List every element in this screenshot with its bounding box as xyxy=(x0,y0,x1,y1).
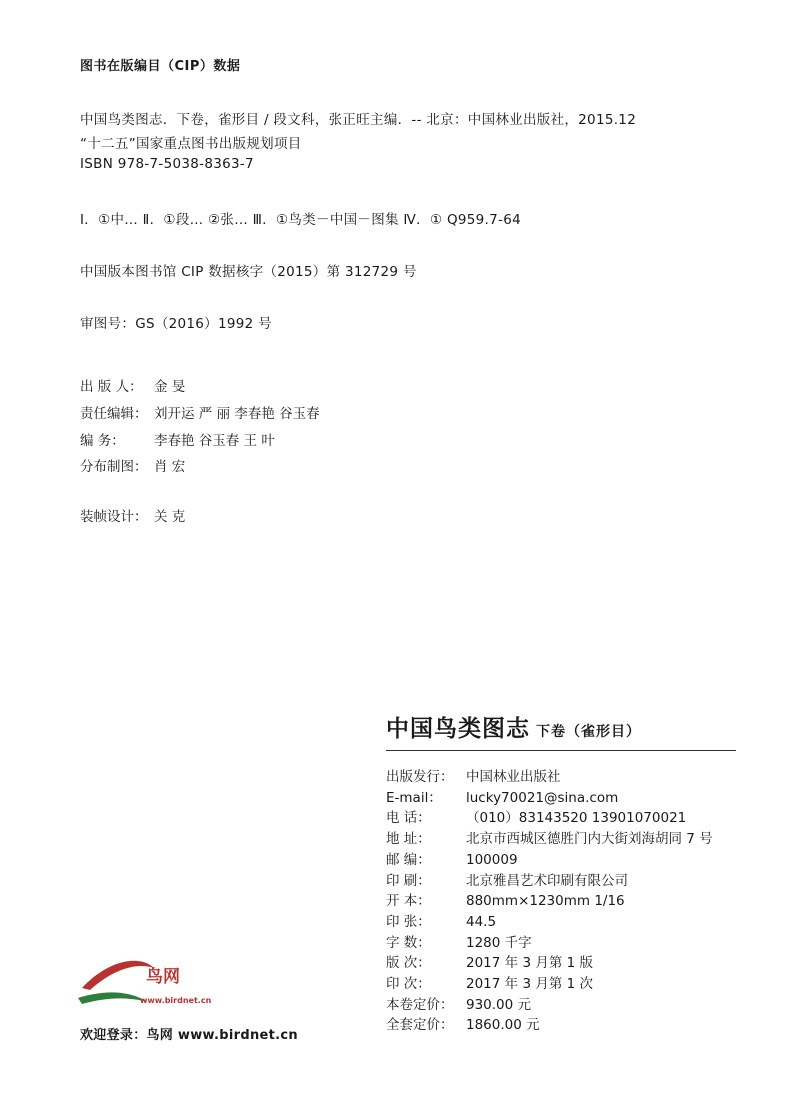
info-row xyxy=(386,827,713,847)
info-value: 2017 年 3 月第 1 次 xyxy=(466,976,593,992)
info-value: 100009 xyxy=(466,851,518,868)
info-key: 印 次： xyxy=(386,976,431,992)
logo-url: www.birdnet.cn xyxy=(140,996,212,1005)
info-value: 北京市西城区德胜门内大街刘海胡同 7 号 xyxy=(466,831,713,848)
info-key: 邮 编： xyxy=(386,851,431,868)
staff-publisher xyxy=(80,375,185,395)
info-key: 版 次： xyxy=(386,955,431,972)
staff-mapping xyxy=(80,455,185,475)
staff-value: 肖 宏 xyxy=(154,459,186,475)
info-key: 开 本： xyxy=(386,893,431,910)
info-row xyxy=(386,765,561,785)
logo-green-swoosh xyxy=(78,992,148,1004)
staff-affairs xyxy=(80,429,275,449)
cip-classification: Ⅰ．①中… Ⅱ．①段… ②张… Ⅲ．①鸟类－中国－图集 Ⅳ．① Q959.7-64 xyxy=(80,212,521,228)
logo-name: 鸟网 xyxy=(146,967,180,987)
info-value: 930.00 元 xyxy=(466,996,532,1013)
staff-key: 责任编辑： xyxy=(80,406,148,422)
book-title-main: 中国鸟类图志 xyxy=(386,716,530,742)
info-value: 880mm×1230mm 1/16 xyxy=(466,893,625,910)
info-key: 本卷定价： xyxy=(386,996,454,1013)
cip-bibliographic-line: 中国鸟类图志．下卷，雀形目 / 段文科，张正旺主编．-- 北京：中国林业出版社，2015.12 xyxy=(80,112,637,128)
info-row xyxy=(386,1013,540,1033)
info-row xyxy=(386,910,496,930)
info-value: 1280 千字 xyxy=(466,934,532,951)
map-review-number: 审图号：GS（2016）1992 号 xyxy=(80,316,272,332)
cip-record-number: 中国版本图书馆 CIP 数据核字（2015）第 312729 号 xyxy=(80,264,417,280)
info-value: 2017 年 3 月第 1 版 xyxy=(466,955,593,972)
info-row xyxy=(386,993,531,1013)
cip-project-line: “十二五”国家重点图书出版规划项目 xyxy=(80,136,302,152)
staff-value: 金 旻 xyxy=(154,379,186,395)
info-key: 印 张： xyxy=(386,913,431,930)
info-key: 出版发行： xyxy=(386,769,454,785)
info-key: 全套定价： xyxy=(386,1017,454,1034)
cip-isbn: ISBN 978-7-5038-8363-7 xyxy=(80,156,254,172)
book-title xyxy=(386,710,641,743)
info-key: 印 刷： xyxy=(386,872,431,889)
info-row xyxy=(386,786,618,806)
staff-value: 刘开运 严 丽 李春艳 谷玉春 xyxy=(154,406,320,422)
info-row xyxy=(386,869,628,889)
staff-design xyxy=(80,505,185,525)
info-value: 北京雅昌艺术印刷有限公司 xyxy=(466,872,628,889)
info-row xyxy=(386,848,518,868)
info-row xyxy=(386,889,625,909)
staff-key: 出 版 人： xyxy=(80,379,143,395)
info-value: 中国林业出版社 xyxy=(466,769,561,785)
logo-red-swoosh xyxy=(82,961,154,990)
info-key: 字 数： xyxy=(386,934,431,951)
title-divider xyxy=(386,750,736,751)
staff-key: 编 务： xyxy=(80,433,125,449)
cip-heading: 图书在版编目（CIP）数据 xyxy=(80,59,241,74)
info-key: 电 话： xyxy=(386,810,431,827)
staff-value: 关 克 xyxy=(154,509,186,525)
staff-value: 李春艳 谷玉春 王 叶 xyxy=(154,433,275,449)
info-row xyxy=(386,931,532,951)
info-value: （010）83143520 13901070021 xyxy=(466,810,687,827)
staff-editor xyxy=(80,402,320,422)
info-key: 地 址： xyxy=(386,831,431,848)
info-key: E-mail： xyxy=(386,789,442,806)
info-row xyxy=(386,972,593,992)
info-row xyxy=(386,806,686,826)
info-value: lucky70021@sina.com xyxy=(466,789,619,806)
welcome-line: 欢迎登录：鸟网 www.birdnet.cn xyxy=(80,1028,298,1043)
info-value: 1860.00 元 xyxy=(466,1017,540,1034)
info-value: 44.5 xyxy=(466,913,497,930)
info-row xyxy=(386,951,593,971)
staff-key: 分布制图： xyxy=(80,459,148,475)
staff-key: 装帧设计： xyxy=(80,509,148,525)
book-subtitle: 下卷（雀形目） xyxy=(536,724,641,740)
